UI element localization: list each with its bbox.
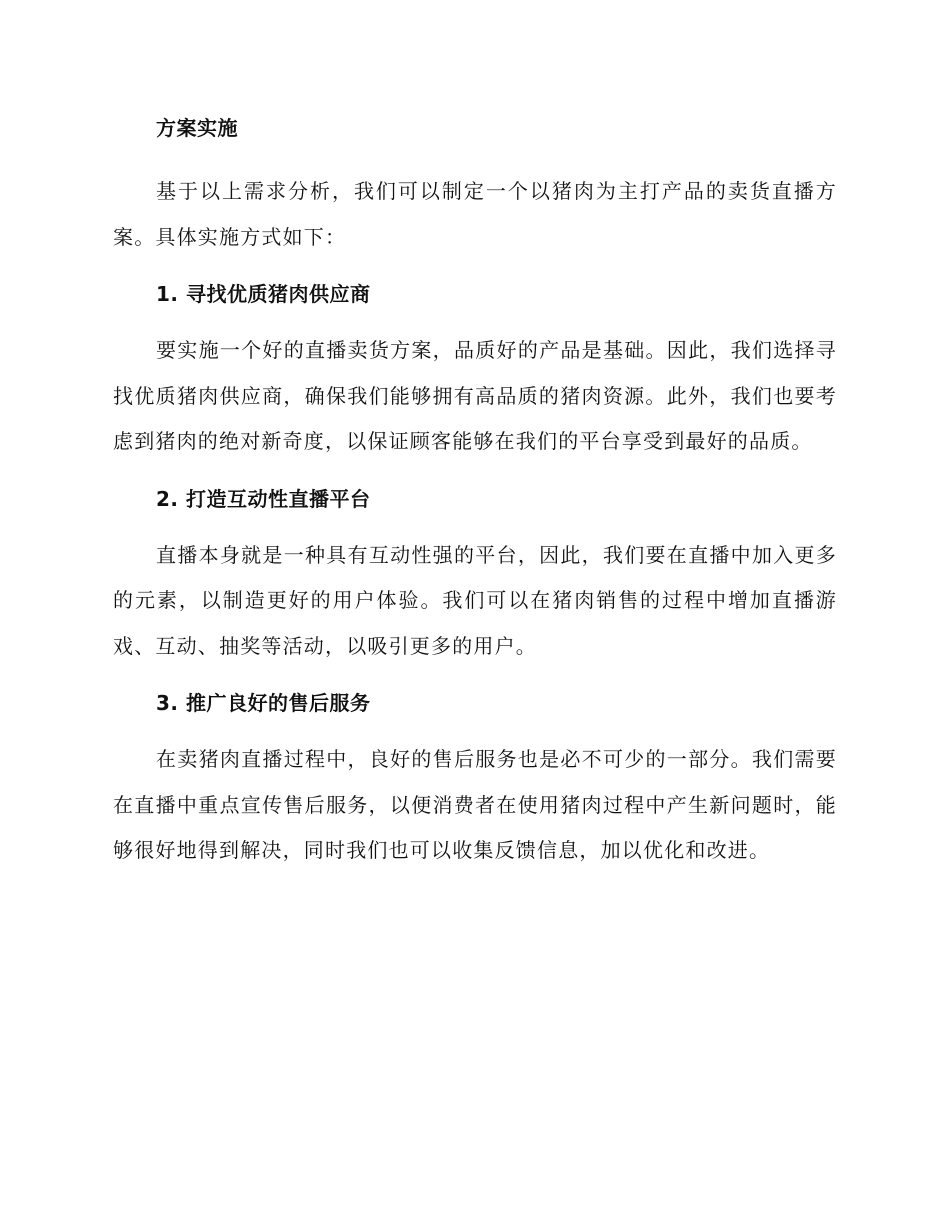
intro-paragraph: 基于以上需求分析，我们可以制定一个以猪肉为主打产品的卖货直播方案。具体实施方式如下：	[113, 179, 837, 249]
item-2-paragraph: 直播本身就是一种具有互动性强的平台，因此，我们要在直播中加入更多的元素，以制造更好的用户体验。我们可以在猪肉销售的过程中增加直播游戏、互动、抽奖等活动，以吸引更多的用户。	[113, 542, 837, 658]
item-2-heading: 2. 打造互动性直播平台	[156, 486, 371, 511]
item-1-heading: 1. 寻找优质猪肉供应商	[156, 282, 371, 306]
item-3-heading: 3. 推广良好的售后服务	[156, 691, 371, 715]
document-body	[113, 110, 837, 874]
section-title: 方案实施	[156, 116, 238, 140]
item-3-paragraph: 在卖猪肉直播过程中，良好的售后服务也是必不可少的一部分。我们需要在直播中重点宣传售后服务，以便消费者在使用猪肉过程中产生新问题时，能够很好地得到解决，同时我们也可以收集反馈信息，加以优化和改进。	[113, 747, 837, 862]
item-1-paragraph: 要实施一个好的直播卖货方案，品质好的产品是基础。因此，我们选择寻找优质猪肉供应商，确保我们能够拥有高品质的猪肉资源。此外，我们也要考虑到猪肉的绝对新奇度，以保证顾客能够在我们的平台享受到最好的品质。	[113, 338, 837, 453]
